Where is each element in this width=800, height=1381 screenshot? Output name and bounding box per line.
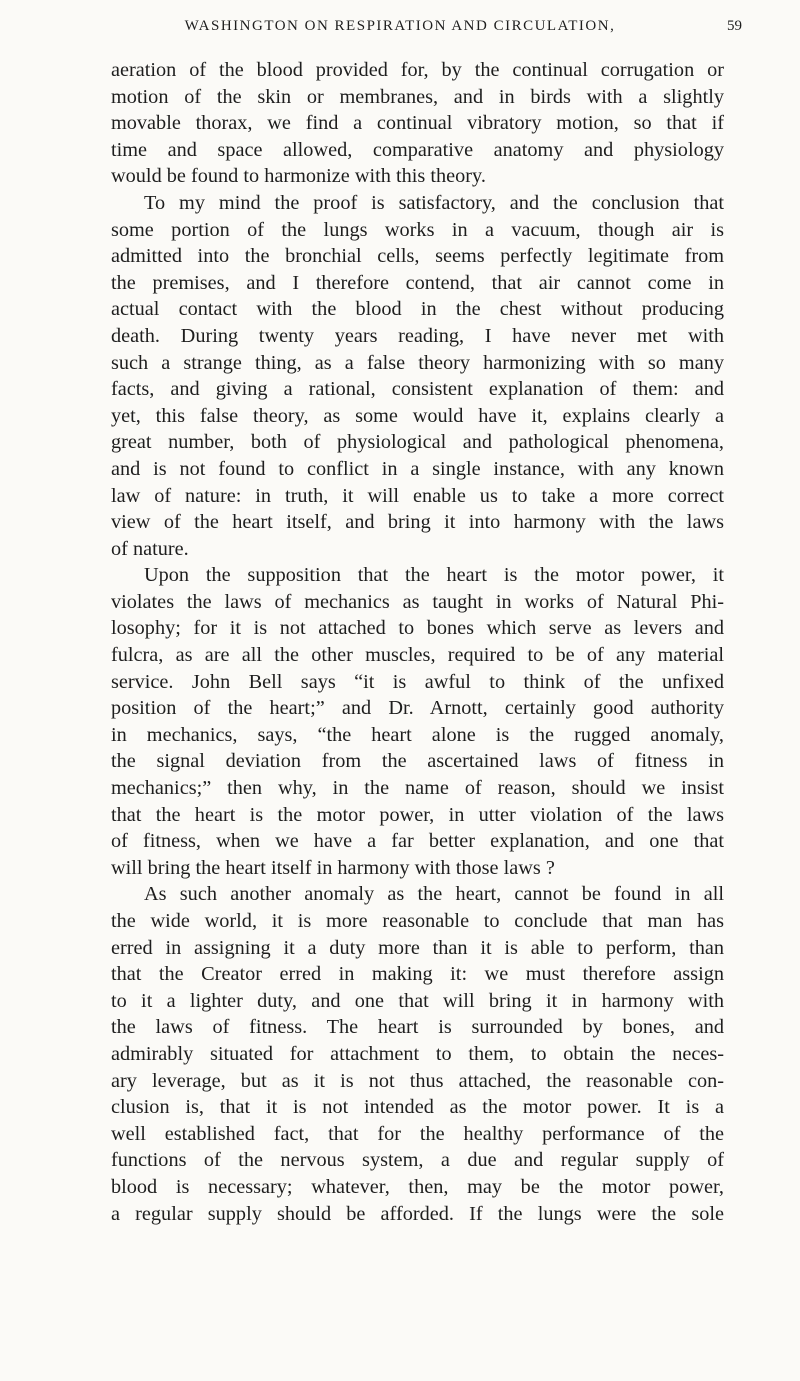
page-number: 59: [727, 18, 742, 34]
text-line: that the heart is the motor power, in utter violation of the laws: [111, 803, 724, 826]
text-line: To my mind the proof is satisfactory, and the conclusion that: [144, 191, 724, 214]
text-line: the premises, and I therefore contend, that air cannot come in: [111, 271, 724, 294]
text-line: of fitness, when we have a far better explanation, and one that: [111, 830, 724, 853]
text-line: As such another anomaly as the heart, cannot be found in all: [144, 883, 724, 906]
text-line: admitted into the bronchial cells, seems perfectly legitimate from: [111, 245, 724, 268]
text-line: death. During twenty years reading, I have never met with: [111, 324, 724, 347]
text-line: Upon the supposition that the heart is the motor power, it: [144, 564, 724, 587]
text-line: will bring the heart itself in harmony with those laws ?: [111, 856, 555, 879]
text-line: position of the heart;” and Dr. Arnott, certainly good authority: [111, 697, 724, 720]
text-line: violates the laws of mechanics as taught in works of Natural Phi-: [111, 590, 724, 613]
text-line: yet, this false theory, as some would have it, explains clearly a: [111, 404, 724, 427]
text-line: functions of the nervous system, a due and regular supply of: [111, 1149, 724, 1172]
text-line: motion of the skin or membranes, and in birds with a slightly: [111, 85, 724, 108]
text-line: the signal deviation from the ascertained laws of fitness in: [111, 750, 724, 773]
text-line: ary leverage, but as it is not thus attached, the reasonable con-: [111, 1069, 724, 1092]
text-line: service. John Bell says “it is awful to think of the unfixed: [111, 670, 724, 693]
text-line: a regular supply should be afforded. If the lungs were the sole: [111, 1202, 724, 1225]
running-header: [0, 18, 800, 35]
text-line: great number, both of physiological and pathological phenomena,: [111, 431, 724, 454]
text-line: in mechanics, says, “the heart alone is the rugged anomaly,: [111, 723, 724, 746]
text-line: to it a lighter duty, and one that will bring it in harmony with: [111, 989, 724, 1012]
text-line: law of nature: in truth, it will enable us to take a more correct: [111, 484, 724, 507]
running-title: WASHINGTON ON RESPIRATION AND CIRCULATION,: [184, 18, 616, 34]
text-line: admirably situated for attachment to them, to obtain the neces-: [111, 1042, 724, 1065]
text-line: the laws of fitness. The heart is surrounded by bones, and: [111, 1016, 724, 1039]
text-line: fulcra, as are all the other muscles, required to be of any material: [111, 644, 724, 667]
text-line: and is not found to conflict in a single instance, with any known: [111, 457, 724, 480]
text-line: would be found to harmonize with this theory.: [111, 165, 486, 188]
text-line: clusion is, that it is not intended as the motor power. It is a: [111, 1096, 724, 1119]
text-line: erred in assigning it a duty more than it is able to perform, than: [111, 936, 724, 959]
text-line: mechanics;” then why, in the name of reason, should we insist: [111, 777, 724, 800]
text-line: of nature.: [111, 537, 189, 560]
text-line: some portion of the lungs works in a vacuum, though air is: [111, 218, 724, 241]
text-line: actual contact with the blood in the chest without producing: [111, 298, 724, 321]
text-line: losophy; for it is not attached to bones which serve as levers and: [111, 617, 724, 640]
text-line: time and space allowed, comparative anatomy and physiology: [111, 138, 724, 161]
text-line: movable thorax, we find a continual vibratory motion, so that if: [111, 112, 724, 135]
text-line: blood is necessary; whatever, then, may be the motor power,: [111, 1175, 724, 1198]
text-line: such a strange thing, as a false theory harmonizing with so many: [111, 351, 724, 374]
text-line: view of the heart itself, and bring it into harmony with the laws: [111, 511, 724, 534]
text-line: well established fact, that for the healthy performance of the: [111, 1122, 724, 1145]
text-line: that the Creator erred in making it: we must therefore assign: [111, 963, 724, 986]
text-line: facts, and giving a rational, consistent explanation of them: and: [111, 378, 724, 401]
body-text: [111, 57, 724, 1227]
text-line: aeration of the blood provided for, by the continual corrugation or: [111, 59, 724, 81]
text-line: the wide world, it is more reasonable to conclude that man has: [111, 910, 724, 932]
